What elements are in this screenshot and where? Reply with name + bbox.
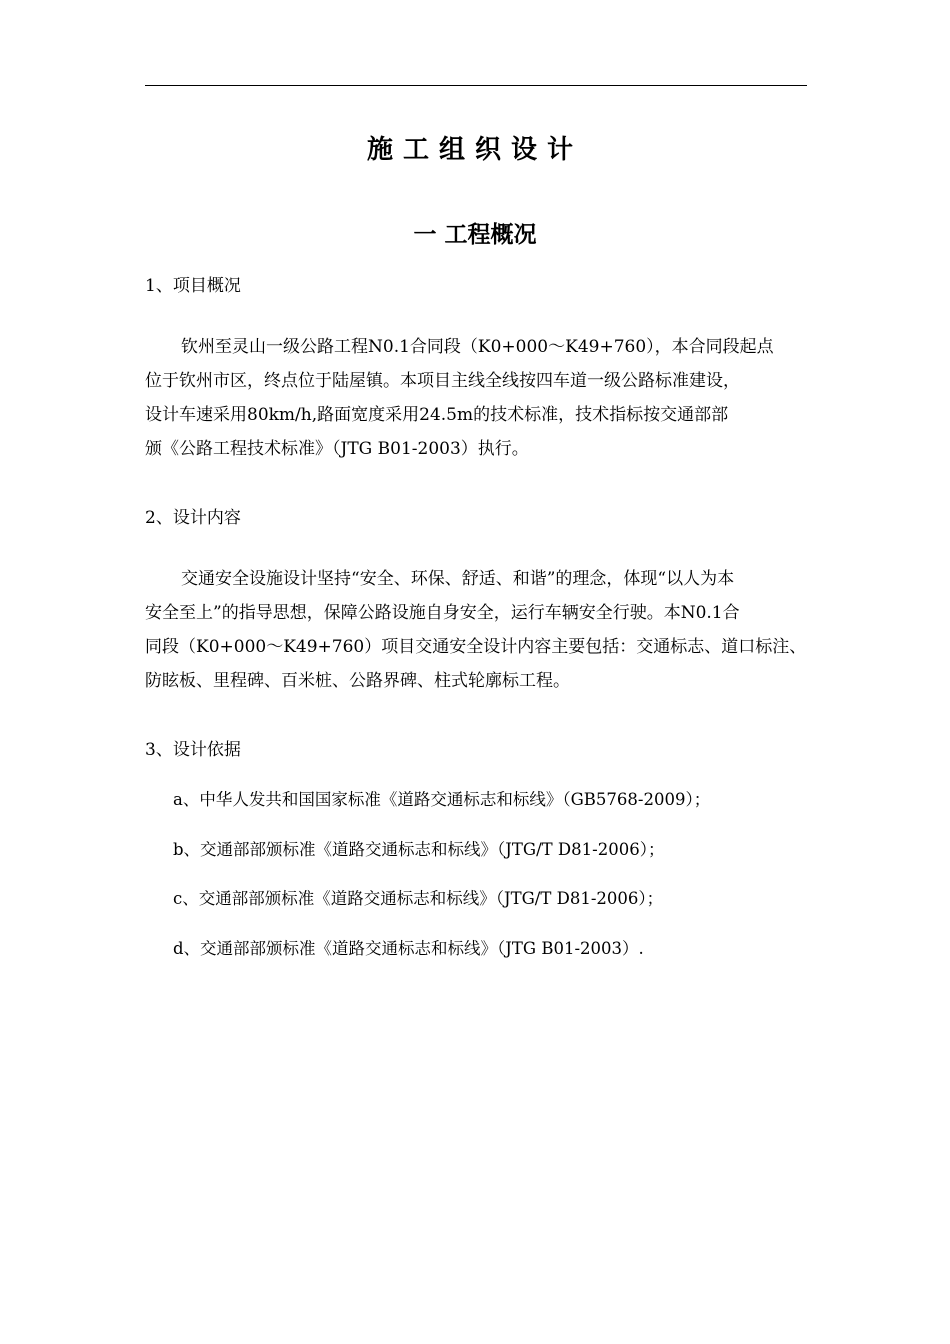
paragraph-line: 同段（K0+000～K49+760）项目交通安全设计内容主要包括：交通标志、道口标注、 [145, 637, 807, 657]
paragraph-line: 位于钦州市区，终点位于陆屋镇。本项目主线全线按四车道一级公路标准建设， [145, 371, 740, 391]
section-heading-design-content: 2、设计内容 [145, 508, 241, 528]
section-paragraph-overview [145, 330, 810, 466]
reference-item: d、交通部部颁标准《道路交通标志和标线》（JTG B01-2003）. [173, 939, 644, 958]
reference-item: b、交通部部颁标准《道路交通标志和标线》（JTG/T D81-2006）； [173, 840, 665, 859]
paragraph-line: 颁《公路工程技术标准》（JTG B01-2003）执行。 [145, 439, 529, 459]
paragraph-line: 交通安全设施设计坚持“安全、环保、舒适、和谐”的理念，体现“以人为本 [181, 569, 735, 589]
chapter-title: 一 工程概况 [413, 221, 537, 248]
section-heading-design-basis: 3、设计依据 [145, 740, 241, 760]
paragraph-line: 防眩板、里程碑、百米桩、公路界碑、柱式轮廓标工程。 [145, 671, 570, 691]
section-paragraph-design-content [145, 562, 810, 698]
header-rule [145, 85, 807, 86]
paragraph-line: 安全至上”的指导思想，保障公路设施自身安全，运行车辆安全行驶。本N0.1合 [145, 603, 740, 623]
paragraph-line: 设计车速采用80km/h,路面宽度采用24.5m的技术标准，技术指标按交通部部 [145, 405, 729, 425]
section-heading-overview: 1、项目概况 [145, 276, 241, 296]
document-title: 施工组织设计 [366, 135, 583, 165]
reference-item: c、交通部部颁标准《道路交通标志和标线》（JTG/T D81-2006）； [173, 889, 664, 908]
reference-item: a、中华人发共和国国家标准《道路交通标志和标线》（GB5768-2009）； [173, 790, 711, 809]
paragraph-line: 钦州至灵山一级公路工程N0.1合同段（K0+000～K49+760），本合同段起点 [181, 337, 774, 357]
